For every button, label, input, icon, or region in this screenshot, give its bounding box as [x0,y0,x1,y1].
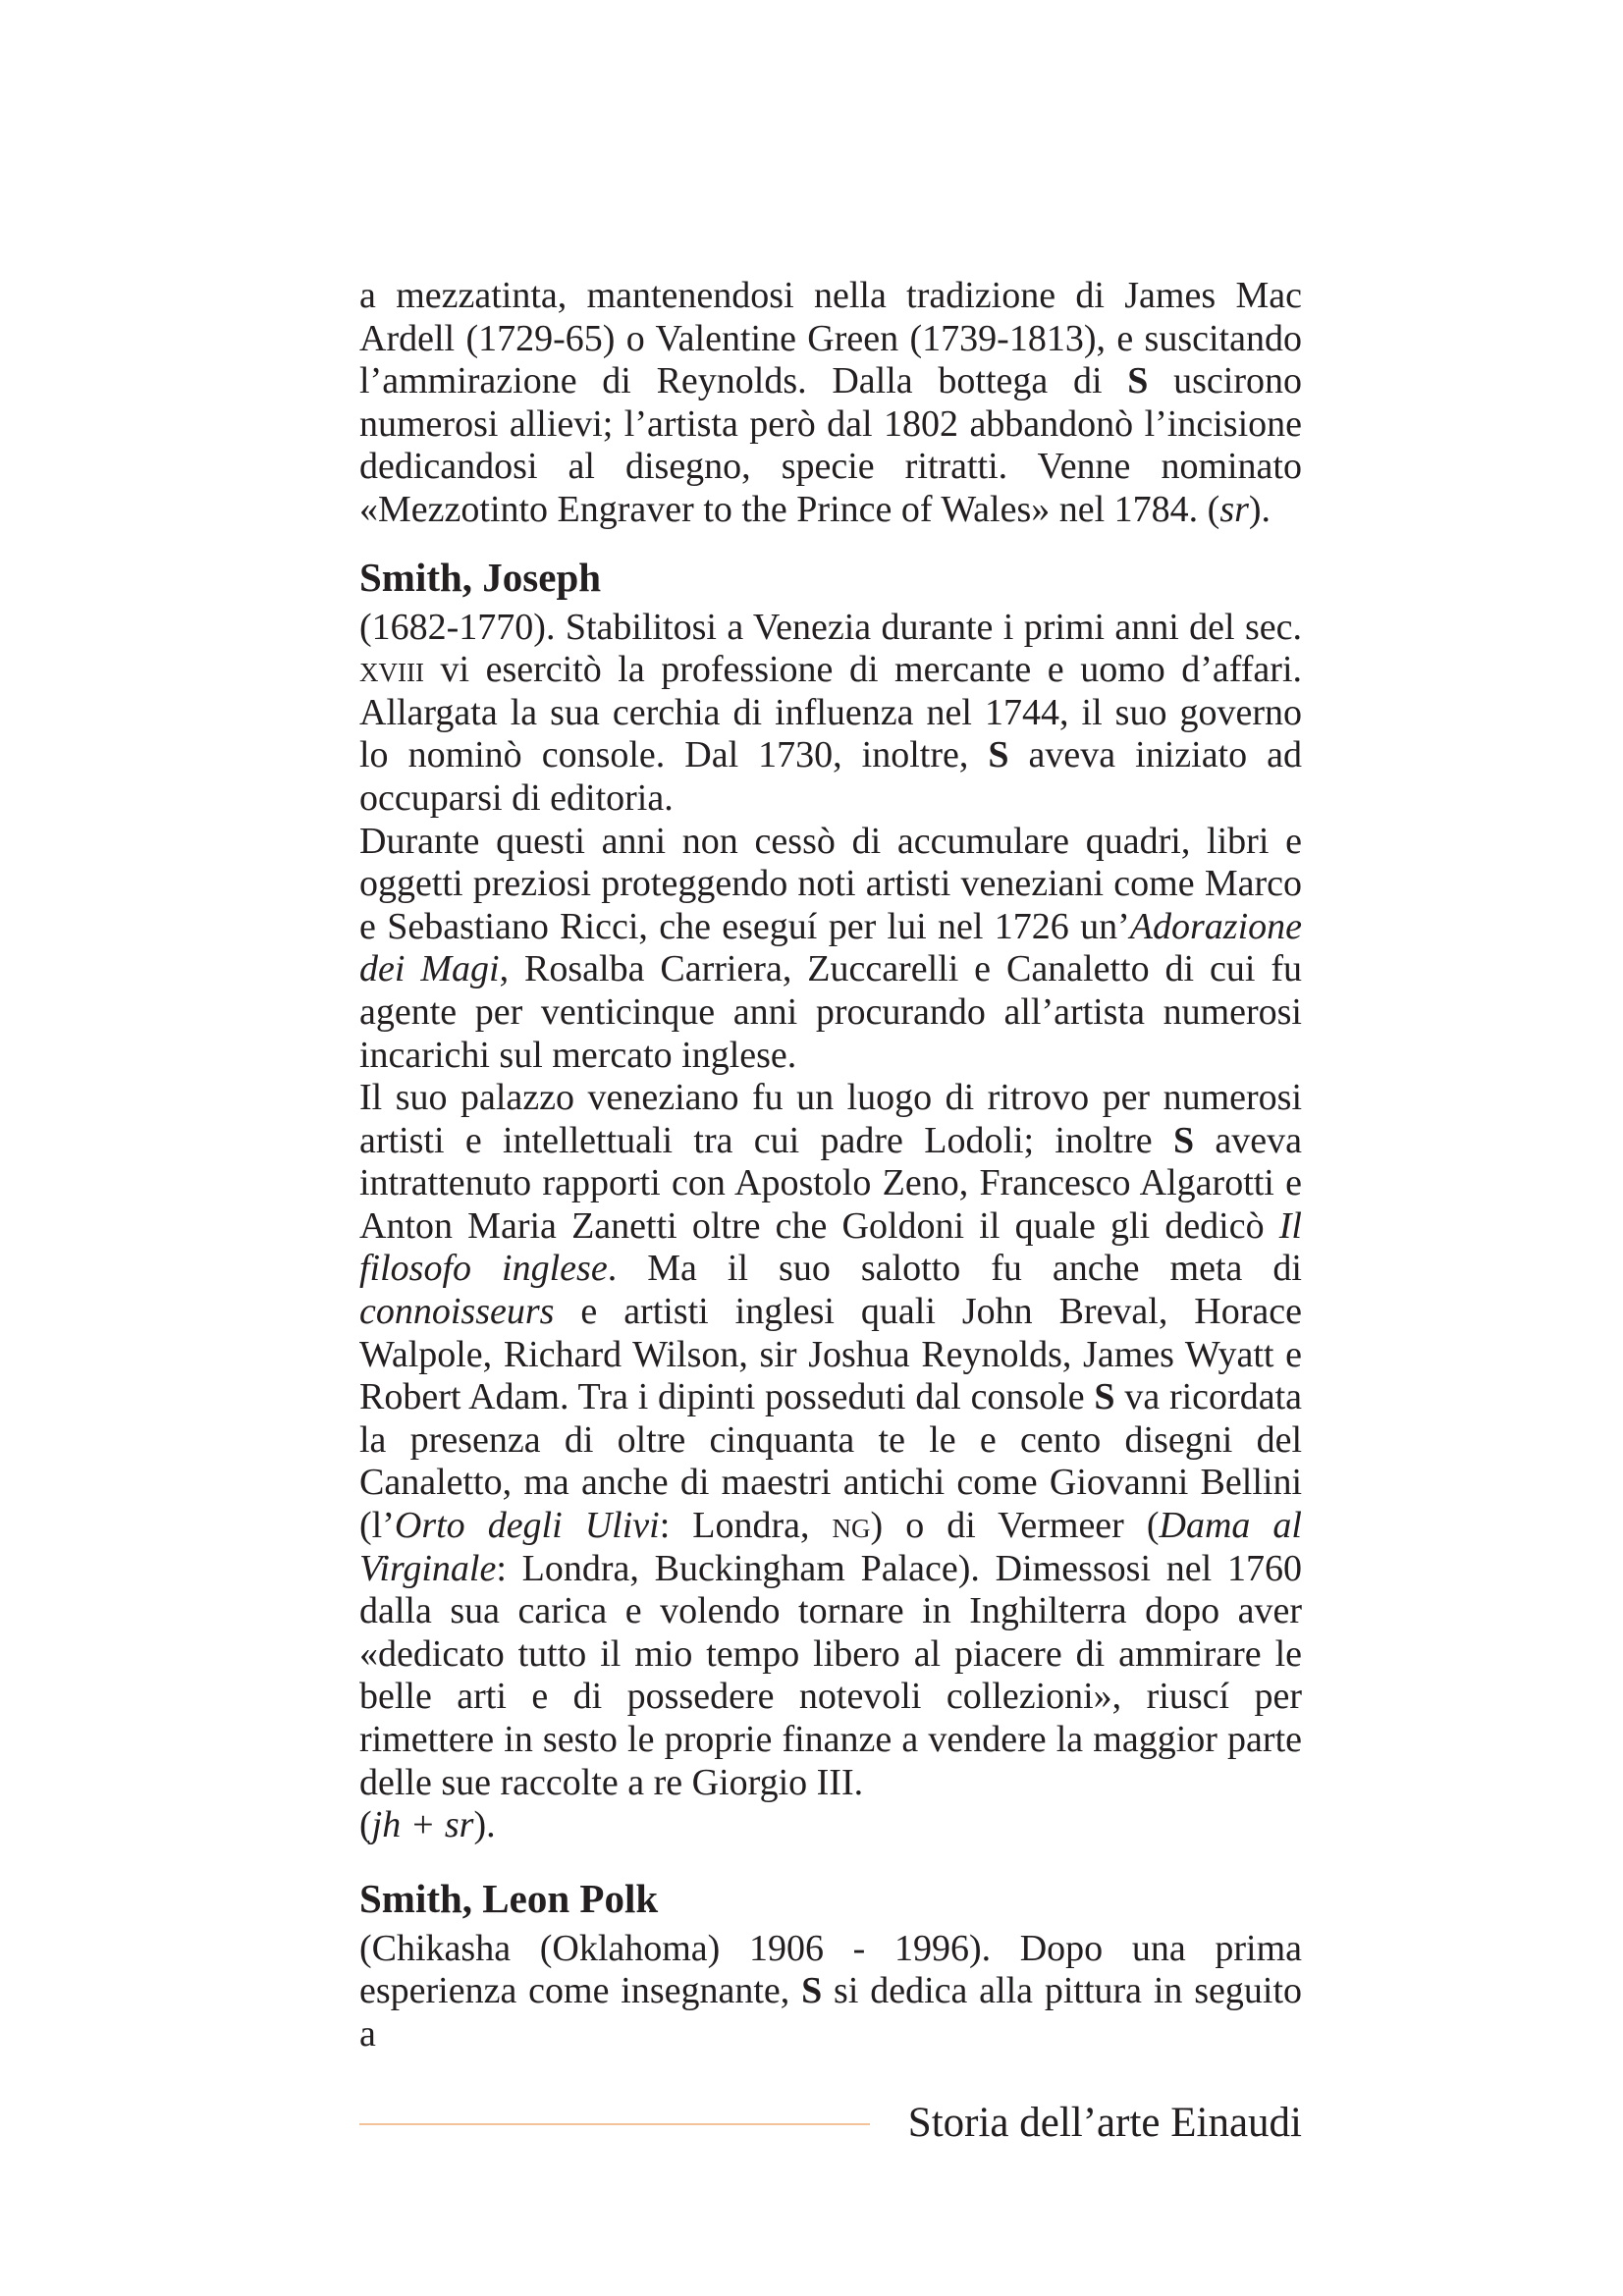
text-column [359,275,1302,2056]
subject-initial: S [801,1970,823,2012]
footer-rule [359,2123,870,2125]
century-numeral: xviii [359,649,424,691]
entry-paragraph: (Chikasha (Oklahoma) 1906 - 1996). Dopo una prima esperienza come insegnante, S si dedica alla pittura in seguito a [359,1927,1302,2055]
entry-paragraph: (1682-1770). Stabilitosi a Venezia durante i primi anni del sec. xviii vi esercitò la professione di mercante e uomo d’affari. Allargata la sua cerchia di influenza nel 1744, il suo governo lo nominò console. Dal 1730, inoltre, S aveva iniziato ad occuparsi di editoria. [359,606,1302,819]
artwork-title: Dama al Virginale [359,1505,1302,1589]
entry-heading-smith-joseph: Smith, Joseph [359,554,602,600]
footer-publication-title: Storia dell’arte Einaudi [907,2100,1302,2146]
author-initials: sr [1219,488,1249,530]
author-credit: (jh + sr). [359,1804,496,1846]
intro-paragraph: a mezzatinta, mantenendosi nella tradizione di James Mac Ardell (1729-65) o Valentine Green (1739-1813), e suscitando l’ammirazione di Reynolds. Dalla bottega di S uscirono numerosi allievi; l’artista però dal 1802 abbandonò l’incisione dedicandosi al disegno, specie ritratti. Venne nominato «Mezzotinto Engraver to the Prince of Wales» nel 1784. (sr). [359,275,1303,530]
subject-initial: S [1094,1376,1115,1418]
entry-paragraph: Durante questi anni non cessò di accumulare quadri, libri e oggetti preziosi proteggendo noti artisti veneziani come Marco e Sebastiano Ricci, che eseguí per lui nel 1726 un’Adorazione dei Magi, Rosalba Carriera, Zuccarelli e Canaletto di cui fu agente per venticinque anni procurando all’artista numerosi incarichi sul mercato inglese. [359,820,1303,1076]
entry-heading-smith-leon-polk: Smith, Leon Polk [359,1875,659,1921]
author-initials: jh + sr [371,1804,474,1846]
artwork-title: Orto degli Ulivi [394,1505,660,1547]
italic-term: connoisseurs [359,1291,555,1333]
museum-abbreviation: ng [832,1505,871,1547]
entry-paragraph: Il suo palazzo veneziano fu un luogo di ritrovo per numerosi artisti e intellettuali tra cui padre Lodoli; inoltre S aveva intrattenuto rapporti con Apostolo Zeno, Francesco Algarotti e Anton Maria Zanetti oltre che Goldoni il quale gli dedicò Il filosofo inglese. Ma il suo salotto fu anche meta di connoisseurs e artisti inglesi quali John Breval, Horace Walpole, Richard Wilson, sir Joshua Reynolds, James Wyatt e Robert Adam. Tra i dipinti posseduti dal console S va ricordata la presenza di oltre cinquanta te le e cento disegni del Canaletto, ma anche di maestri antichi come Giovanni Bellini (l’Orto degli Ulivi: Londra, ng) o di Vermeer (Dama al Virginale: Londra, Buckingham Palace). Dimessosi nel 1760 dalla sua carica e volendo tornare in Inghilterra dopo aver «dedicato tutto il mio tempo libero al piacere di ammirare le belle arti e di possedere notevoli collezioni», riuscí per rimettere in sesto le proprie finanze a vendere la maggior parte delle sue raccolte a re Giorgio III. [359,1077,1302,1803]
subject-initial: S [1127,360,1149,402]
subject-initial: S [1172,1119,1195,1161]
artwork-title: Il filosofo inglese [359,1204,1302,1290]
subject-initial: S [988,734,1009,776]
artwork-title: Adorazione dei Magi [359,905,1302,990]
